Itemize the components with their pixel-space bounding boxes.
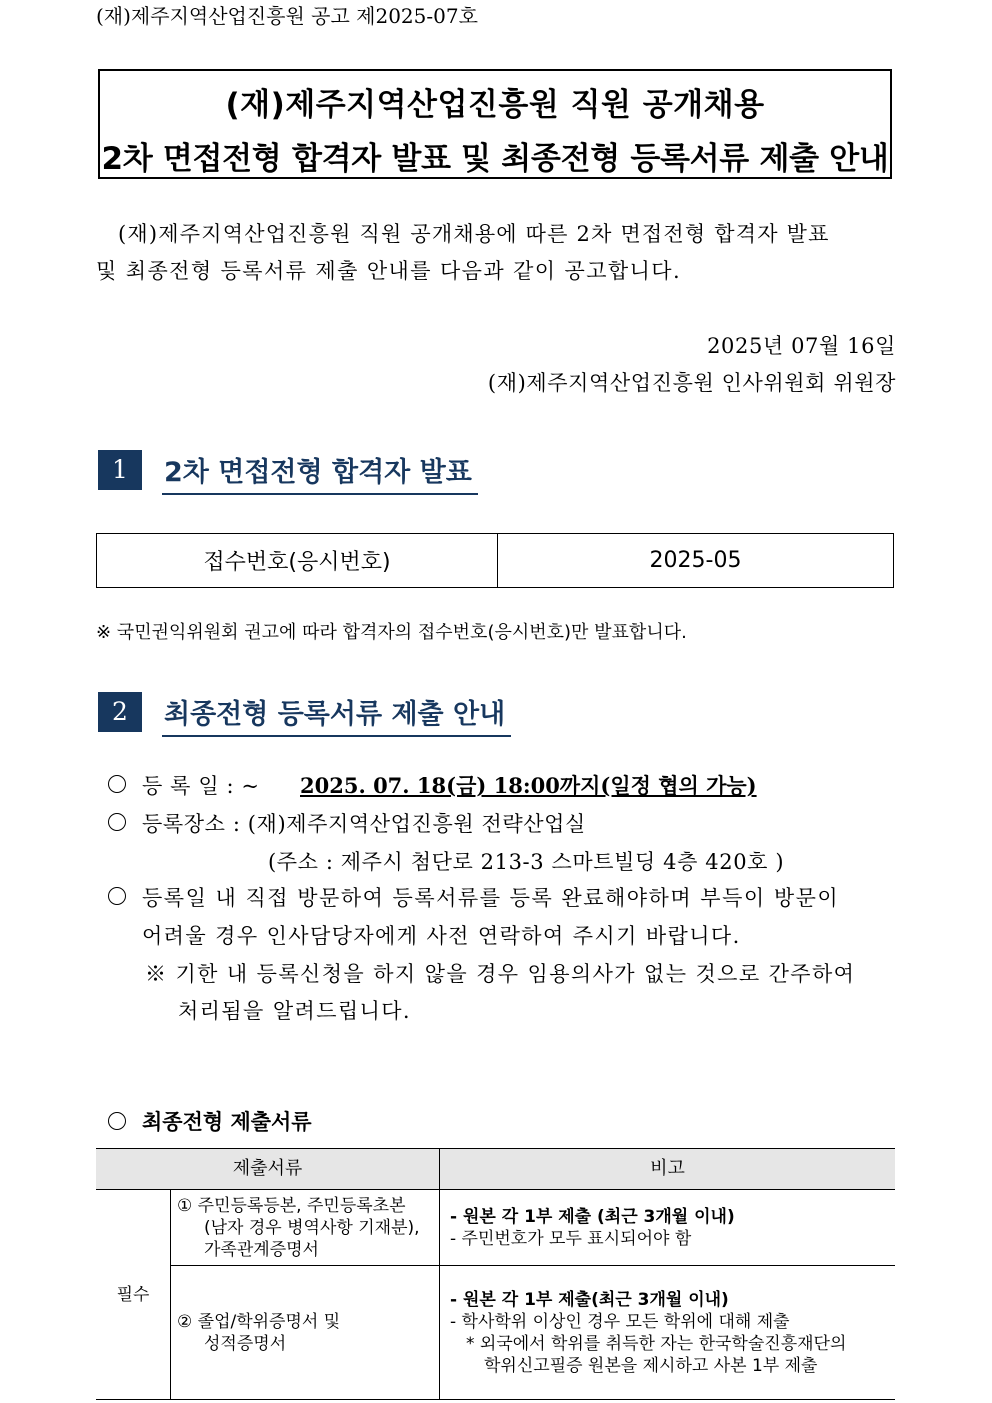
documents-table [96, 1148, 895, 1400]
bullet-circle-icon [108, 1112, 126, 1130]
reg-date-value: 2025. 07. 18(금) 18:00까지(일정 협의 가능) [300, 773, 757, 798]
reg-address: (주소 : 제주시 첨단로 213-3 스마트빌딩 4층 420호 ) [268, 850, 785, 874]
visit-line-1: 등록일 내 직접 방문하여 등록서류를 등록 완료해야하며 부득이 방문이 [142, 886, 840, 910]
col-header-remarks: 비고 [440, 1149, 896, 1190]
bullet-circle-icon [108, 775, 126, 793]
doc-item-1-line-1: ① 주민등록등본, 주민등록초본 [177, 1195, 406, 1216]
doc-remark-2 [440, 1266, 896, 1400]
bullet-circle-icon [108, 887, 126, 905]
category-required: 필수 [96, 1190, 171, 1400]
title-line-2: 2차 면접전형 합격자 발표 및 최종전형 등록서류 제출 안내 [101, 141, 889, 177]
doc-item-1 [171, 1190, 440, 1266]
section-2-number: 2 [98, 692, 142, 732]
doc-remark-2-line-4: 학위신고필증 원본을 제시하고 사본 1부 제출 [484, 1355, 818, 1376]
title-box [98, 69, 892, 179]
section-1-note: ※ 국민권익위원회 권고에 따라 합격자의 접수번호(응시번호)만 발표합니다. [96, 622, 687, 643]
receipt-number-value: 2025-05 [498, 534, 894, 588]
doc-item-1-line-2: (남자 경우 병역사항 기재분), [204, 1217, 420, 1238]
reg-date-label: 등 록 일 : ~ [142, 774, 260, 798]
receipt-number-label: 접수번호(응시번호) [97, 534, 498, 588]
intro-line-1: (재)제주지역산업진흥원 직원 공개채용에 따른 2차 면접전형 합격자 발표 [118, 222, 830, 246]
notice-date: 2025년 07월 16일 [707, 334, 896, 358]
visit-line-2: 어려울 경우 인사담당자에게 사전 연락하여 주시기 바랍니다. [142, 924, 741, 948]
doc-item-2-line-2: 성적증명서 [204, 1333, 287, 1354]
documents-heading: 최종전형 제출서류 [142, 1109, 312, 1134]
doc-remark-1-line-1: - 원본 각 1부 제출 (최근 3개월 이내) [450, 1206, 735, 1227]
col-header-documents: 제출서류 [96, 1149, 440, 1190]
doc-remark-2-line-3: * 외국에서 학위를 취득한 자는 한국학술진흥재단의 [466, 1333, 847, 1354]
notice-number: (재)제주지역산업진흥원 공고 제2025-07호 [96, 4, 478, 28]
bullet-circle-icon [108, 813, 126, 831]
doc-item-2-line-1: ② 졸업/학위증명서 및 [177, 1311, 341, 1332]
issuer: (재)제주지역산업진흥원 인사위원회 위원장 [487, 371, 896, 395]
section-2-title: 최종전형 등록서류 제출 안내 [162, 692, 511, 737]
doc-remark-1-line-2: - 주민번호가 모두 표시되어야 함 [450, 1228, 692, 1249]
reg-place: 등록장소 : (재)제주지역산업진흥원 전략산업실 [142, 812, 586, 836]
doc-remark-2-line-1: - 원본 각 1부 제출(최근 3개월 이내) [450, 1289, 729, 1310]
doc-item-2 [171, 1266, 440, 1400]
title-line-1: (재)제주지역산업진흥원 직원 공개채용 [225, 87, 765, 123]
section-1-title: 2차 면접전형 합격자 발표 [162, 450, 478, 495]
result-table [96, 533, 894, 588]
section-1-number: 1 [98, 450, 142, 490]
intro-line-2: 및 최종전형 등록서류 제출 안내를 다음과 같이 공고합니다. [96, 259, 682, 283]
warning-line-1: ※ 기한 내 등록신청을 하지 않을 경우 임용의사가 없는 것으로 간주하여 [145, 962, 856, 986]
warning-line-2: 처리됨을 알려드립니다. [178, 999, 412, 1023]
doc-remark-2-line-2: - 학사학위 이상인 경우 모든 학위에 대해 제출 [450, 1311, 790, 1332]
doc-remark-1 [440, 1190, 896, 1266]
doc-item-1-line-3: 가족관계증명서 [204, 1239, 319, 1260]
